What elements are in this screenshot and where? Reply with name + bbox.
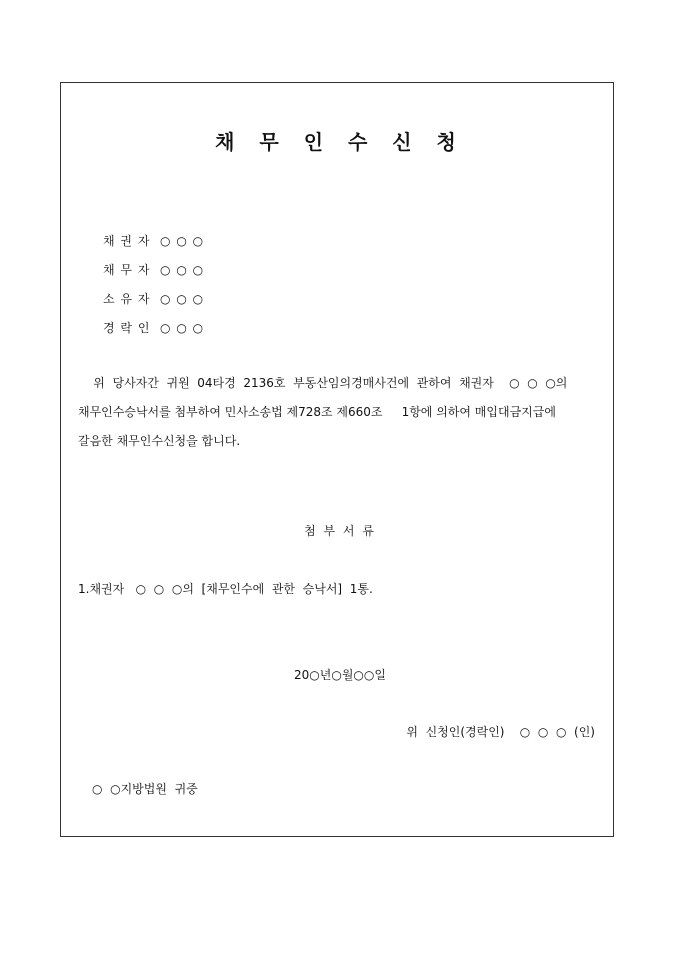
body-line-2: 채무인수승낙서를 첨부하여 민사소송법 제728조 제660조 1항에 의하여 매입대금지급에 [78, 405, 556, 419]
document-title: 채 무 인 수 신 청 [215, 130, 465, 154]
body-line-3: 갈음한 채무인수신청을 합니다. [78, 434, 241, 448]
court-addressee: ○ ○지방법원 귀중 [92, 782, 198, 796]
applicant-signature: 위 신청인(경락인) ○ ○ ○ (인) [406, 725, 595, 739]
owner-line: 소 유 자 ○ ○ ○ [103, 292, 205, 306]
attachments-heading: 첨 부 서 류 [304, 524, 376, 538]
document-date: 20○년○월○○일 [294, 668, 386, 682]
debtor-line: 채 무 자 ○ ○ ○ [103, 263, 205, 277]
attachment-item: 1.채권자 ○ ○ ○의 [채무인수에 관한 승낙서] 1통. [78, 582, 373, 596]
body-line-1: 위 당사자간 귀원 04타경 2136호 부동산임의경매사건에 관하여 채권자 ○ ○ ○의 [78, 376, 568, 390]
creditor-line: 채 권 자 ○ ○ ○ [103, 234, 205, 248]
bidder-line: 경 락 인 ○ ○ ○ [103, 321, 205, 335]
